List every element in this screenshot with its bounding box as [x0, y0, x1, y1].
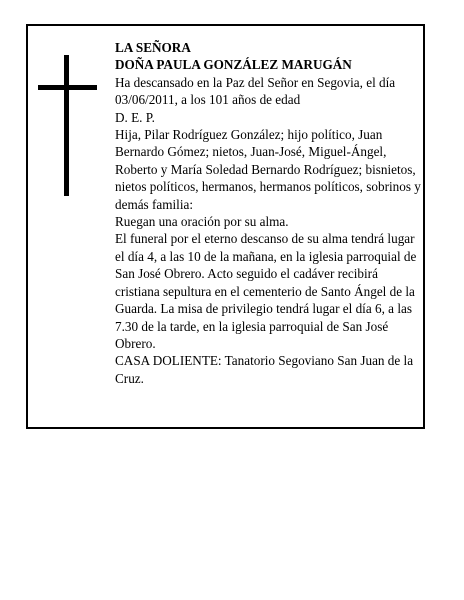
heading-honorific: LA SEÑORA: [115, 40, 191, 55]
funeral-home: CASA DOLIENTE: Tanatorio Segoviano San Juan de la Cruz.: [115, 353, 414, 386]
family-list: Hija, Pilar Rodríguez González; hijo político, Juan Bernardo Gómez; nietos, Juan-José, Miguel-Ángel, Roberto y María Soledad Bernardo Rodríguez; bisnietos, nietos políticos, hermanos, hermanos políticos, sobrinos y demás familia:: [115, 127, 421, 212]
heading-deceased-name: DOÑA PAULA GONZÁLEZ MARUGÁN: [115, 57, 352, 73]
obituary-text: [115, 39, 423, 387]
funeral-details: El funeral por el eterno descanso de su alma tendrá lugar el día 4, a las 10 de la mañana, en la iglesia parroquial de San José Obrero. Acto seguido el cadáver recibirá cristiana sepultura en el cementerio de Santo Ángel de la Guarda. La misa de privilegio tendrá lugar el día 6, a las 7.30 de la tarde, en la iglesia parroquial de San José Obrero.: [115, 231, 417, 351]
death-notice: Ha descansado en la Paz del Señor en Segovia, el día 03/06/2011, a los 101 años de edad: [115, 74, 396, 108]
cross-horizontal-bar: [38, 85, 97, 90]
prayer-request: Ruegan una oración por su alma.: [115, 214, 289, 230]
cross-vertical-bar: [64, 55, 69, 196]
rip-abbreviation: D. E. P.: [115, 109, 155, 125]
